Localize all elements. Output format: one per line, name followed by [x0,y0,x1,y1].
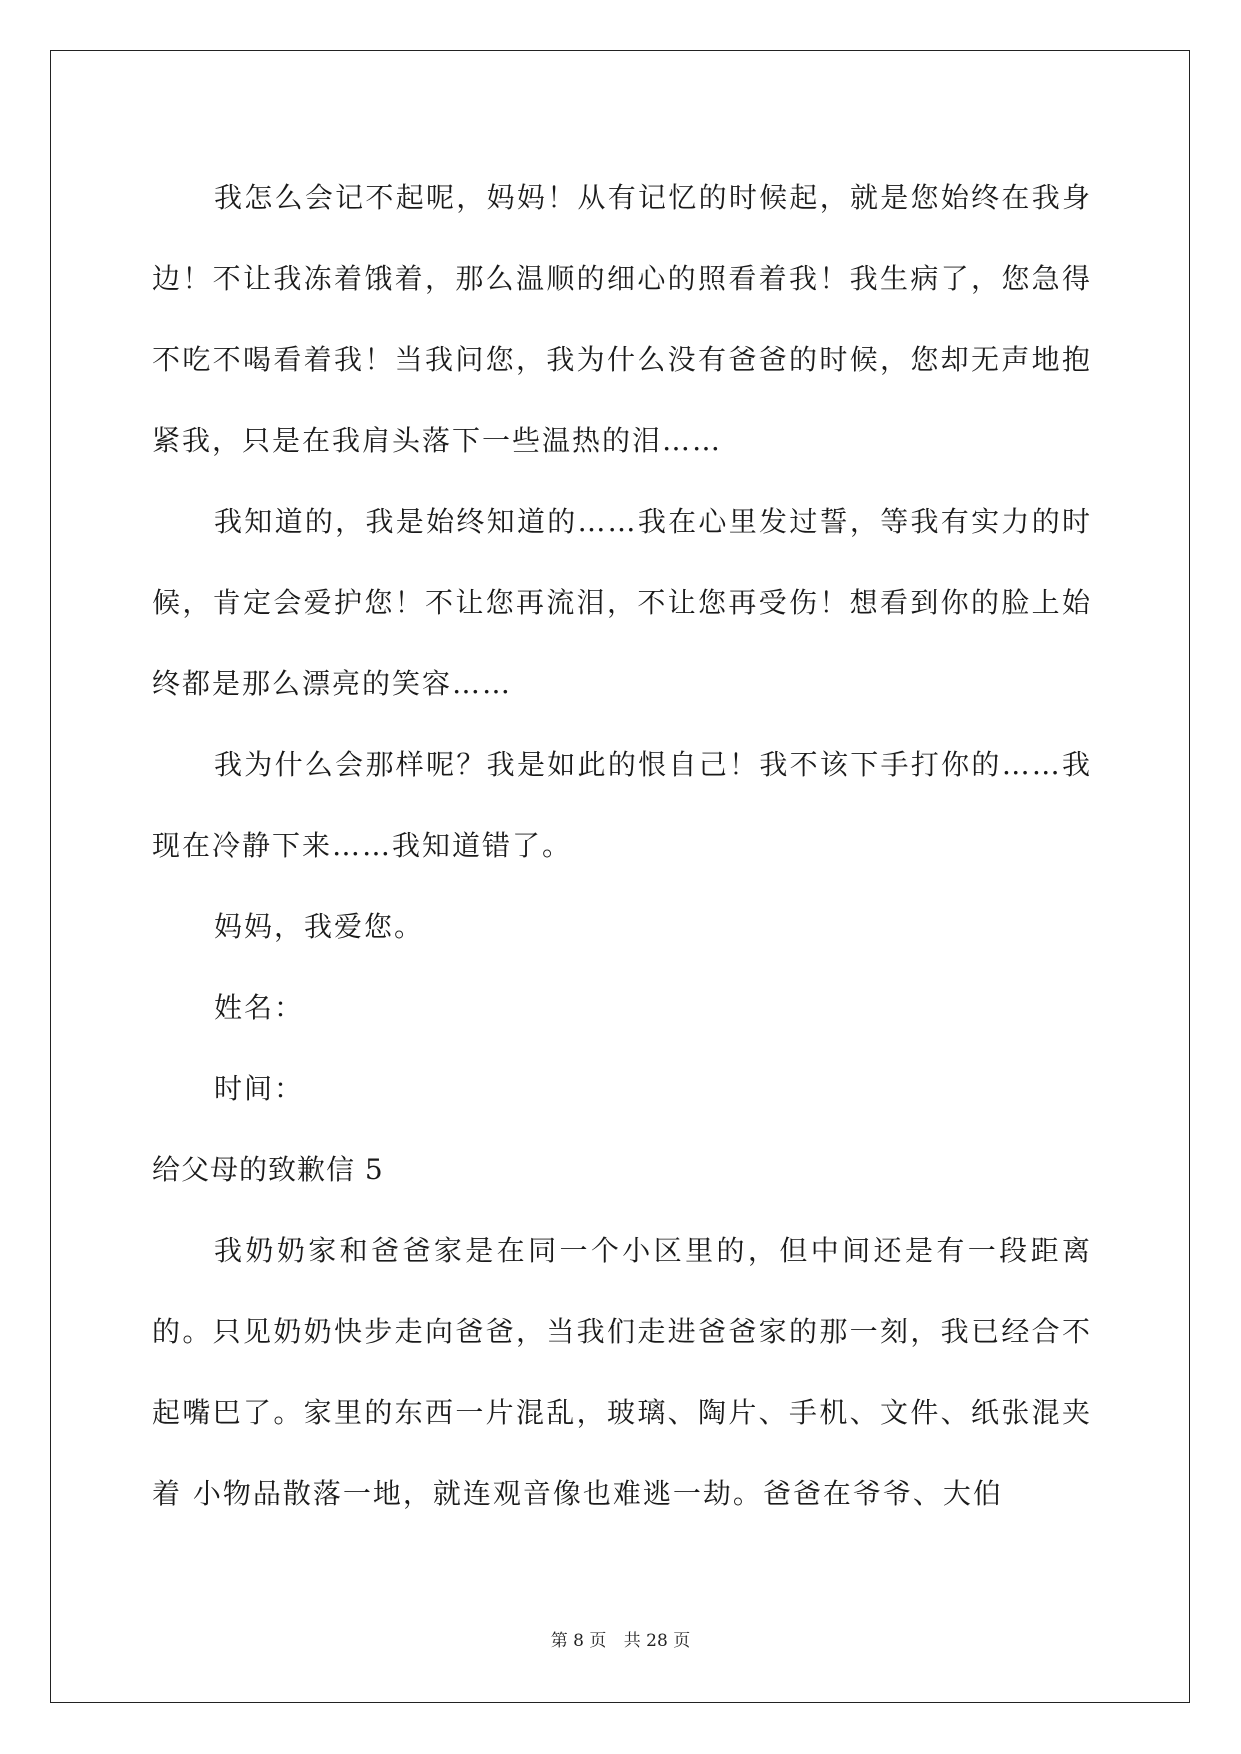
page-footer [0,1626,1241,1651]
paragraph-closing: 妈妈，我爱您。 [214,910,425,943]
page-number: 第 8 页 [550,1631,607,1651]
signature-date-label: 时间： [214,1072,305,1105]
document-body [152,157,1092,1534]
paragraph-2: 我知道的，我是始终知道的……我在心里发过誓，等我有实力的时候，肯定会爱护您！不让您再流泪，不让您再受伤！想看到你的脸上始终都是那么漂亮的笑容…… [152,505,1092,700]
section-heading: 给父母的致歉信 5 [152,1153,384,1186]
section-paragraph-1: 我奶奶家和爸爸家是在同一个小区里的，但中间还是有一段距离的。只见奶奶快步走向爸爸，当我们走进爸爸家的那一刻，我已经合不起嘴巴了。家里的东西一片混乱，玻璃、陶片、手机、文件、纸张混夹着 小物品散落一地，就连观音像也难逃一劫。爸爸在爷爷、大伯 [152,1234,1092,1510]
signature-name-label: 姓名： [214,991,305,1024]
page-total: 共 28 页 [623,1631,691,1651]
paragraph-3: 我为什么会那样呢？我是如此的恨自己！我不该下手打你的……我现在冷静下来……我知道错了。 [152,748,1092,862]
paragraph-1: 我怎么会记不起呢，妈妈！从有记忆的时候起，就是您始终在我身边！不让我冻着饿着，那么温顺的细心的照看着我！我生病了，您急得不吃不喝看着我！当我问您，我为什么没有爸爸的时候，您却无声地抱紧我，只是在我肩头落下一些温热的泪…… [152,181,1092,457]
